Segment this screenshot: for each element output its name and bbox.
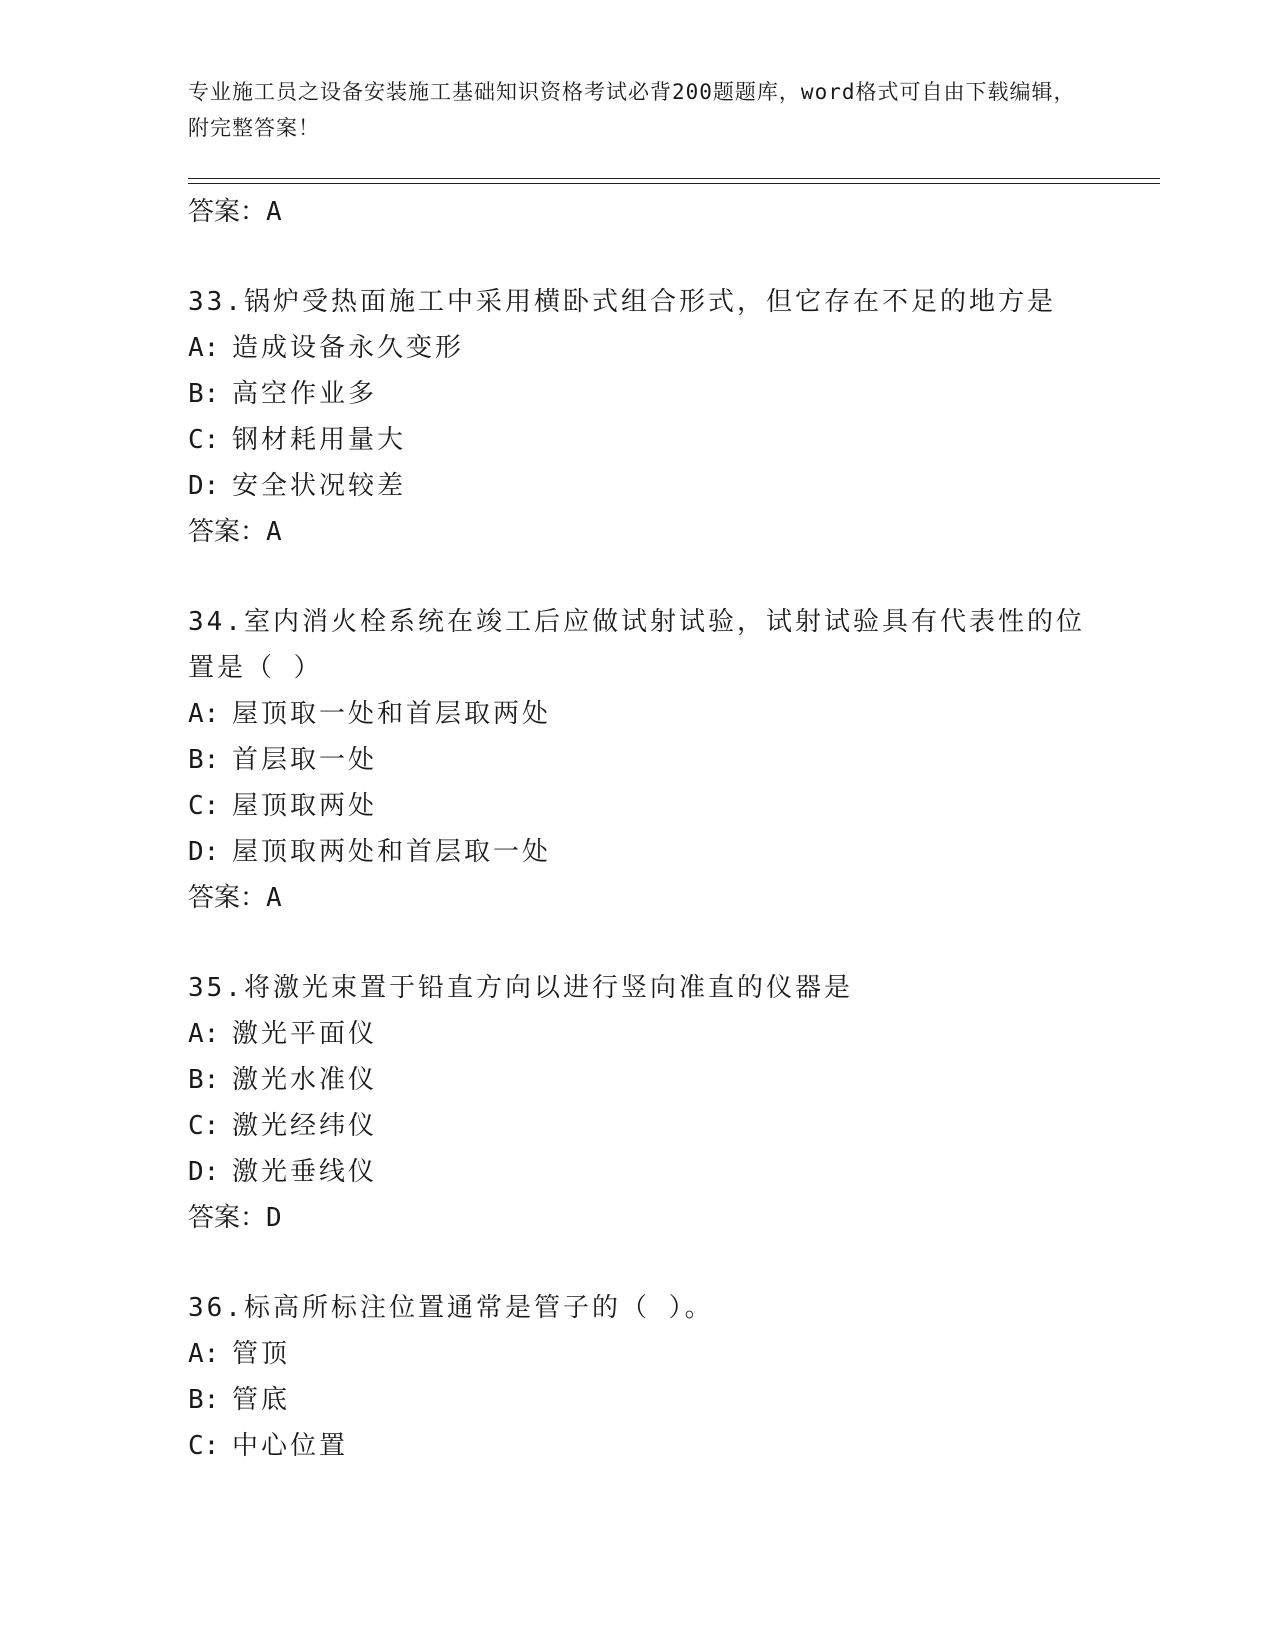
- question-block: [188, 599, 1088, 921]
- option-a: [188, 325, 1088, 371]
- page-header-title: 专业施工员之设备安装施工基础知识资格考试必背200题题库，word格式可自由下载编辑，附完整答案！: [188, 80, 1076, 140]
- option-b: [188, 1057, 1088, 1103]
- option-c: [188, 1103, 1088, 1149]
- option-b: [188, 1377, 1088, 1423]
- header-rule-top: [188, 178, 1160, 179]
- question-stem: 34.室内消火栓系统在竣工后应做试射试验，试射试验具有代表性的位置是（ ）: [188, 607, 1085, 683]
- option-a: [188, 1331, 1088, 1377]
- option-d: [188, 1149, 1088, 1195]
- option-letter: B:: [188, 379, 220, 409]
- option-text: 高空作业多: [232, 379, 378, 409]
- option-letter: A:: [188, 333, 220, 363]
- option-letter: C:: [188, 425, 220, 455]
- question-stem: 35.将激光束置于铅直方向以进行竖向准直的仪器是: [188, 973, 853, 1003]
- option-letter: A:: [188, 1339, 220, 1369]
- option-letter: D:: [188, 837, 220, 867]
- document-body: [188, 189, 1088, 1469]
- option-letter: D:: [188, 1157, 220, 1187]
- option-a: [188, 691, 1088, 737]
- option-letter: D:: [188, 471, 220, 501]
- option-c: [188, 1423, 1088, 1469]
- option-letter: B:: [188, 745, 220, 775]
- option-text: 屋顶取两处和首层取一处: [232, 837, 552, 867]
- option-text: 造成设备永久变形: [232, 333, 465, 363]
- option-text: 钢材耗用量大: [232, 425, 407, 455]
- question-block: [188, 1285, 1088, 1469]
- question-stem: 33.锅炉受热面施工中采用横卧式组合形式，但它存在不足的地方是: [188, 287, 1056, 317]
- option-d: [188, 829, 1088, 875]
- answer-label: 答案：A: [188, 883, 282, 913]
- question-block: [188, 965, 1088, 1241]
- question-block: [188, 279, 1088, 555]
- option-letter: B:: [188, 1065, 220, 1095]
- option-letter: C:: [188, 1431, 220, 1461]
- answer-label: 答案：A: [188, 517, 282, 547]
- option-c: [188, 783, 1088, 829]
- option-d: [188, 463, 1088, 509]
- option-a: [188, 1011, 1088, 1057]
- option-text: 激光平面仪: [232, 1019, 378, 1049]
- answer-label: 答案：A: [188, 197, 282, 227]
- option-letter: B:: [188, 1385, 220, 1415]
- option-text: 管底: [232, 1385, 291, 1415]
- option-letter: C:: [188, 791, 220, 821]
- option-c: [188, 417, 1088, 463]
- header-rule-bottom: [188, 183, 1160, 184]
- option-b: [188, 737, 1088, 783]
- option-text: 管顶: [232, 1339, 291, 1369]
- answer-label: 答案：D: [188, 1203, 282, 1233]
- option-text: 激光经纬仪: [232, 1111, 378, 1141]
- option-text: 首层取一处: [232, 745, 378, 775]
- option-text: 安全状况较差: [232, 471, 407, 501]
- option-text: 中心位置: [232, 1431, 349, 1461]
- option-text: 激光水准仪: [232, 1065, 378, 1095]
- option-letter: C:: [188, 1111, 220, 1141]
- option-letter: A:: [188, 699, 220, 729]
- option-text: 屋顶取两处: [232, 791, 378, 821]
- option-letter: A:: [188, 1019, 220, 1049]
- option-b: [188, 371, 1088, 417]
- question-stem: 36.标高所标注位置通常是管子的（ ）。: [188, 1293, 714, 1323]
- option-text: 激光垂线仪: [232, 1157, 378, 1187]
- option-text: 屋顶取一处和首层取两处: [232, 699, 552, 729]
